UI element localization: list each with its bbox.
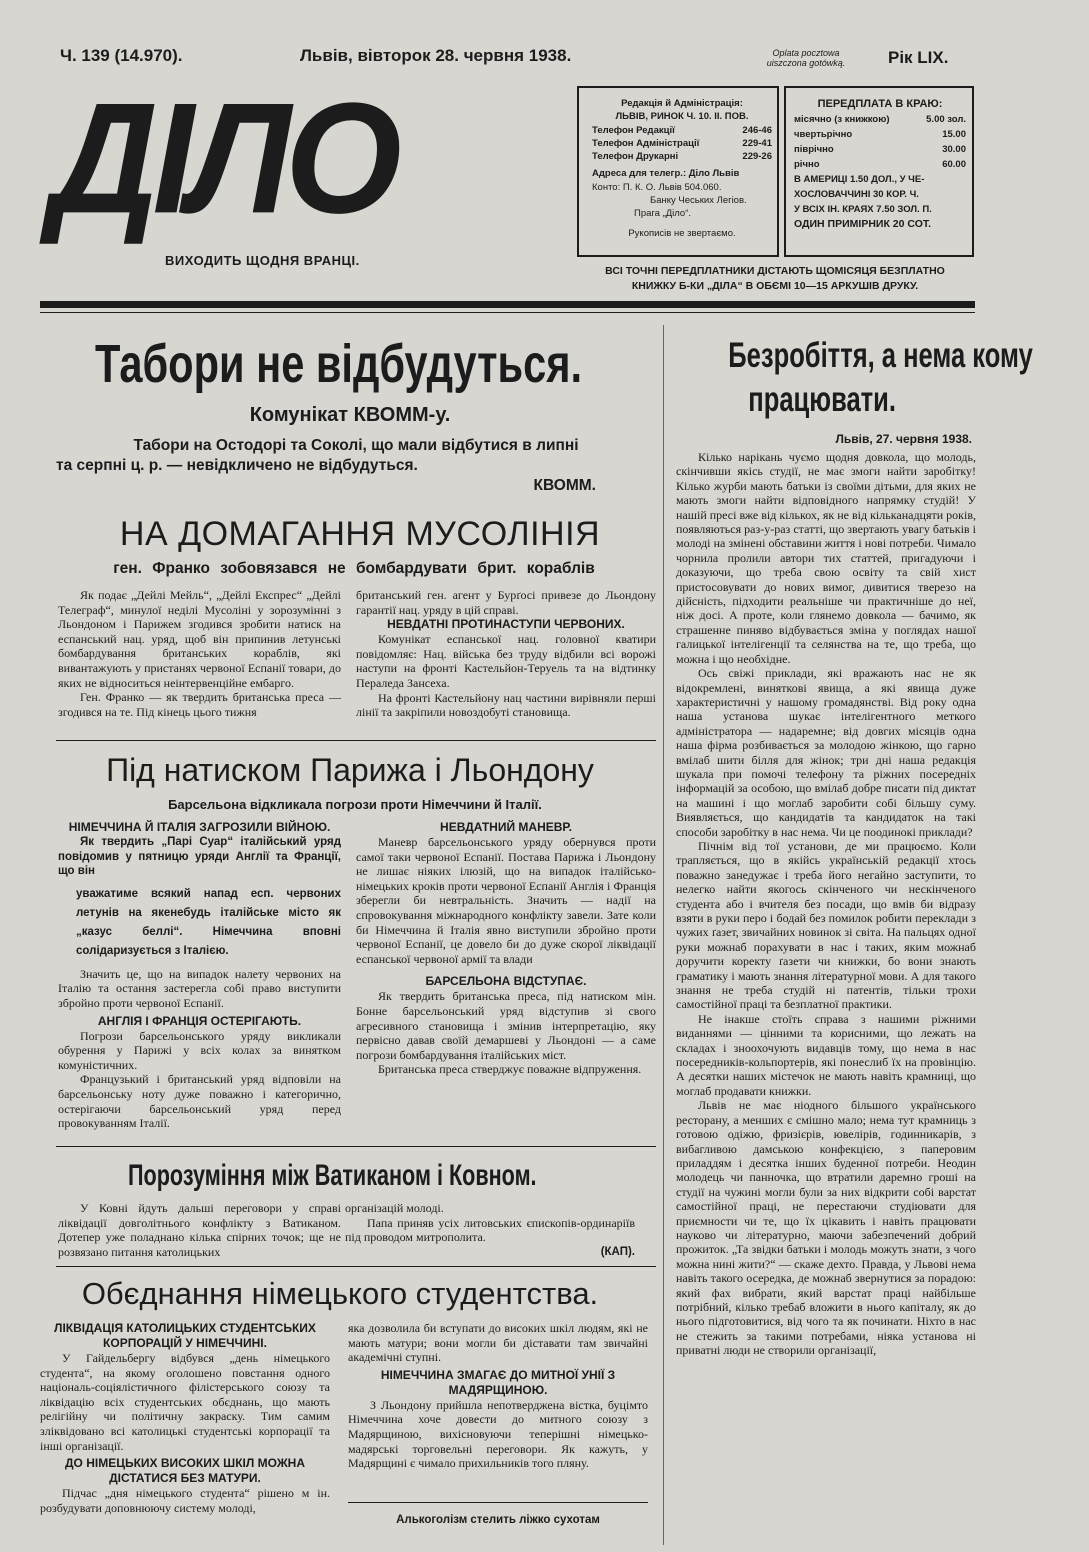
article-paragraph: У Гайдельбергу відбувся „день німецького студента“, на якому оголошено повстання одного національ-соціялістичного філістерського союзу та ліквідацію всіх студентських обєднань, що мають релігійну чи політичну закраску. Тим самим зліквідовано всі католицькі студентські корпорації та інші організації. (40, 1351, 330, 1453)
article-subhead: АНГЛІЯ І ФРАНЦІЯ ОСТЕРІГАЮТЬ. (97, 1013, 302, 1028)
article-paragraph: З Льондону прийшла непотверджена вістка, буцімто Німеччина хоче довести до митного союзу з Мадярщиною, вихісновуючи теперішні німецько-мадярські торговельні переговори. Як кажуть, у Мадярщині є чимало прихильників того пляну. (348, 1397, 648, 1471)
masthead-rule (40, 301, 975, 308)
paris-left-column (58, 820, 341, 1131)
section-rule (56, 1146, 656, 1147)
rate-price: 15.00 (942, 129, 966, 140)
article-subhead: ДО НІМЕЦЬКИХ ВИСОКИХ ШКІЛ МОЖНА ДІСТАТИСЯ БЕЗ МАТУРИ. (65, 1456, 305, 1486)
mussolini-right-column (356, 588, 656, 720)
article-source: (КАП). (600, 1245, 635, 1258)
phone-label: Телефон Друкарні (592, 151, 679, 163)
phone-number: 229-26 (742, 151, 772, 163)
article-paragraph: На фронті Кастельйону нац частини вирівняли перші лінії та закріпили новоздобуті становища. (356, 690, 656, 720)
phone-label: Телефон Редакції (592, 124, 675, 136)
article-subhead: ЛІКВІДАЦІЯ КАТОЛИЦЬКИХ СТУДЕНТСЬКИХ КОРПОРАЦІЙ У НІМЕЧЧИНІ. (54, 1321, 316, 1350)
article-paragraph: Французький і британський уряд відповіли на барсельонську ноту дуже поважно і категорично, остерігаючи барсельонський уряд перед провокуванням Італії. (58, 1072, 341, 1131)
editorial-title-text: працювати. (748, 380, 896, 419)
article-paragraph: Ось свіжі приклади, які вражають нас не як відокремлені, виняткові явища, а які явища дуже характеристичні у нашому громадянстві. Від року одна наша установа шукає інтелігентного меткого адміністратора — надаремне; від довгих місяців одна наша фірма розбивається за молодою жінкою, що гарно вмілаб шити білля для жінок; три дні наша редакція шукала при помочі телефону та ріжних посередніх інформацій за особою, що вмілаб добре писати під диктат на машині і що моглаб заробити собі більшу суму. Виявляється, що кандидатів та кандидаток на такі способи заробітку в нас нема. Чи це поодинокі приклади? (676, 666, 976, 839)
article-paragraph: Львів не має ніодного більшого українського ресторану, а менших є смішно мало; нема тут крамниць з готовою одіжю, фризієрів, ювелірів, годинникарів, з вибагливою дамською конфекцією, з паперовим приладдям і десятка інших буденної потреби. Неодин молодець чи панночка, що втратили даремно гроші на студії на чужині могли були за них відкрити собі варстат самостійної праці, не перестаючи студіювати для приємности чи те, що їх цікавить і навіть працювати науково чи літературно, маючи забезпечений добрий прожиток. „Та звідки батьки і молодь можуть знати, з чого можна нині жити?“ — скаже дехто. Правда, у Львові нема навіть такого осередка, де можнаб звернутися за порадою: який фах вибрати, який варстат праці найбільше потрібний, кілько требаб вложити в нього капіталу, як до нього підготовитися, від чого та як починати. Ніхто в нас не стежить за такими потребами, ніяка установа ні приватні люди не створили організації, (676, 1098, 976, 1358)
paris-right-column (356, 820, 656, 1077)
column-divider (663, 325, 664, 1545)
notice-line: ВСІ ТОЧНІ ПЕРЕДПЛАТНИКИ ДІСТАЮТЬ ЩОМІСЯЦЯ БЕЗПЛАТНО (605, 265, 945, 277)
editorial-dateline: Львів, 27. червня 1938. (835, 432, 972, 446)
vatican-right-column (345, 1201, 635, 1259)
postage-line: Oplata pocztowa (772, 48, 840, 58)
telegram-address: Адреса для телегр.: Діло Львів (592, 168, 740, 180)
editorial-column (676, 450, 976, 1358)
article-quote: уважатиме всякий напад есп. червоних летунів на якенебудь італійське місто як „казус беллі“. Німеччина вповні солідаризується з Італією. (76, 887, 341, 957)
rate-row (794, 157, 966, 172)
article-paragraph: Як твердить „Парі Суар“ італійський уряд повідомив у пятницю уряди Англії та Франції, що він (58, 836, 341, 878)
office-info (592, 97, 772, 240)
article-paragraph: Як подає „Дейлі Мейль“, „Дейлі Експрес“ „Дейлі Телеграф“, минулої неділі Мусоліні у зорозумінні з Льондоном і Парижем згодився зробити натиск на еспанський нац. уряд, щоб він припинив летунські бомбардування британських кораблів, які вивантажують у пристанях червоної Еспанії товари, до яких не відноситься неінтервенційне ембарго. (58, 588, 341, 690)
camps-signature: КВОММ. (533, 477, 596, 494)
issue-number: Ч. 139 (14.970). (60, 46, 183, 65)
rate-price: 60.00 (942, 159, 966, 170)
students-left-column (40, 1321, 330, 1515)
article-paragraph: Британська преса стверджує поважне відпруження. (378, 1062, 642, 1077)
paris-title: Під натиском Парижа і Льондону (106, 752, 594, 788)
subscription-info (794, 97, 966, 232)
phone-number: 229-41 (742, 137, 772, 149)
article-paragraph: Папа приняв усіх литовських єпископів-ординаріїв під проводом митрополита. (345, 1215, 635, 1245)
bank-line: Прага „Діло“. (634, 208, 692, 220)
bank-line: Банку Чеських Легіов. (650, 195, 747, 207)
phone-row (592, 150, 772, 163)
camps-title (95, 332, 615, 396)
article-paragraph: британський ген. агент у Бурґосі привезе до Льондону гарантії нац. уряду в цій справі. (356, 588, 656, 617)
subscription-heading: ПЕРЕДПЛАТА В КРАЮ: (817, 98, 943, 110)
bank-line: Конто: П. К. О. Львів 504.060. (592, 181, 722, 193)
postage-note (756, 48, 856, 68)
masthead-rule-thin (40, 312, 975, 313)
camps-title-text: Табори не відбудуться. (95, 334, 583, 394)
mussolini-subtitle: ген. Франко зобовязався не бомбардувати брит. кораблів (113, 560, 595, 577)
phone-row (592, 137, 772, 150)
year-label: Рік LIX. (888, 48, 949, 67)
article-paragraph: організацій молоді. (345, 1201, 444, 1215)
section-rule (56, 740, 656, 741)
article-paragraph: Комунікат еспанської нац. головної кватири повідомляє: Нац. війська без труду відбили всі ворожі наступи на фронті Кастельйон-Теруель та на відтинку Пераледа Зансеха. (356, 632, 656, 690)
vatican-title-text: Порозуміння між Ватиканом і Ковном. (128, 1159, 537, 1192)
students-right-column (348, 1321, 648, 1471)
rate-label: річно (794, 159, 820, 170)
mussolini-title: НА ДОМАГАННЯ МУСОЛІНІЯ (119, 515, 601, 553)
camps-subtitle: Комунікат КВОММ-у. (249, 404, 451, 426)
phone-label: Телефон Адміністрації (592, 137, 700, 149)
students-title: Обєднання німецького студентства. (81, 1276, 599, 1311)
article-subhead: НІМЕЧЧИНА ЗМАГАЄ ДО МИТНОЇ УНІЇ З МАДЯРЩИНОЮ. (380, 1367, 616, 1397)
article-paragraph: яка дозволила би вступати до високих шкіл людям, які не мають матури; вони могли би діставати там звичайні академічні ступні. (348, 1321, 648, 1365)
article-paragraph: Підчас „дня німецького студента“ рішено м ін. розбудувати доповнюючу систему молоді, (40, 1486, 330, 1515)
camps-text (56, 436, 656, 496)
article-paragraph: Пічнім від тої установи, де ми працюємо. Коли трапляється, що в якійсь українській редакції хтось поважно занедужає і треба його негайно заступити, то нелегко найти якогось скінченого чи нескінченого студента або і вчителя без посади, що вмів би відразу взяти в руки перо і бодай без помилок робити переклади з чужих ґазет, звичайних новинок зі світа. На пальцях одної руки можнаб порахувати в нас і таких, яким можнаб доручити коректу ґазети чи книжки, бо вони знають граматику і мають знання літературної мови. А для такого знання не треба студій ні патентів, тільки трохи самостійної праці та безплатної практики. (676, 838, 976, 1012)
article-subhead: БАРСЕЛЬОНА ВІДСТУПАЄ. (425, 974, 587, 989)
rate-row (794, 142, 966, 157)
rate-row (794, 112, 966, 127)
article-paragraph: Ген. Франко — як твердить британська преса — згодився на те. Під кінець цього тижня (58, 690, 341, 719)
editorial-title-text: Безробіття, а нема кому (728, 336, 1033, 375)
rate-label: піврічно (794, 144, 834, 155)
rate-row (794, 127, 966, 142)
postage-line: uiszczona gotówką. (766, 58, 846, 68)
paris-subtitle: Барсельона відкликала погрози проти Німеччини й Італії. (168, 797, 542, 812)
article-subhead: НІМЕЧЧИНА Й ІТАЛІЯ ЗАГРОЗИЛИ ВІЙНОЮ. (68, 820, 331, 834)
vatican-title (128, 1154, 608, 1198)
subscriber-notice (575, 264, 975, 294)
editorial-title (672, 334, 1033, 422)
article-paragraph: Значить це, що на випадок налету червоних на Італію та остання застерегла собі право виступити збройно проти червоної Еспанії. (58, 966, 341, 1010)
camps-line: Табори на Остодорі та Соколі, що мали відбутися в липні (133, 437, 579, 454)
abroad-rate: В АМЕРИЦІ 1.50 ДОЛ., У ЧЕ- (794, 174, 925, 185)
place-date: Львів, вівторок 28. червня 1938. (300, 46, 572, 65)
phone-number: 246-46 (742, 124, 772, 136)
article-subhead: НЕВДАТНІ ПРОТИНАСТУПИ ЧЕРВОНИХ. (387, 617, 625, 632)
rate-label: місячно (з книжкою) (794, 114, 890, 125)
abroad-rate: У ВСІХ ІН. КРАЯХ 7.50 ЗОЛ. П. (794, 204, 932, 215)
article-paragraph: У Ковні йдуть дальші переговори у справі ліквідації довголітнього конфлікту з Ватиканом. Дотепер уже поладнано кілька спірних точок; ще не розвязано питання католицьких (58, 1201, 341, 1259)
editorial-title-line (672, 378, 972, 422)
office-address: ЛЬВІВ, РИНОК Ч. 10. II. ПОВ. (615, 111, 749, 123)
rate-label: чвертьрічно (794, 129, 853, 140)
article-paragraph: Не інакше стоїть справа з нашими ріжними виданнями — цінними та корисними, що лежать на складах і зноохочують видавців тому, що нема в нас посередників-кольпортерів, які понеслиб їх на провінцію. А десятки наших містечок не мають навіть крамниці, що моглаб продавати книжки. (676, 1011, 976, 1098)
section-rule (56, 1266, 656, 1267)
section-rule (348, 1502, 648, 1503)
notice-line: КНИЖКУ Б-КИ „ДІЛА“ В ОБЄМІ 10—15 АРКУШІВ ДРУКУ. (631, 280, 919, 292)
article-paragraph: Погрози барсельонського уряду викликали обурення у Парижі у всіх колах за винятком комуністичних. (58, 1028, 341, 1072)
manuscripts-note: Рукописів не звертаємо. (628, 227, 736, 239)
article-paragraph: Кілько нарікань чуємо щодня довкола, що молодь, скінчивши якісь студії, не має змоги найти заробітку! Кілько журби мають батьки із своїми дітьми, для яких не мають змоги найти відповідного напрямку студій! У нашій пресі вже від кількох, як не від кільканадцяти років, появляються раз-у-раз статті, що звертають увагу батьків і молоді на змінені обставини життя і нові потреби. Чимало чорнила пролили автори тих статтей, пригадуючи і доказуючи, що треба свою освіту та свій хист пристосовувати до нових вимог, дивитися тверезо на дійсність, підходити реальніше чи практичніше до неї, ніж досі. А проте, коли глянемо довкола — бачимо, як страшенне пиняво відбувається зміна у поглядах нашої галицької інтелігенції та селянства на те, що треба, що можна і що необхідне. (676, 450, 976, 666)
rate-price: 30.00 (942, 144, 966, 155)
newspaper-title: ДІЛО (50, 69, 396, 246)
article-paragraph: Маневр барсельонського уряду обернувся проти самої таки червоної Еспанії. Постава Парижа і Льондону не лишає ніяких ілюзій, що на випадок італійсько-німецьких кроків проти червоної Еспанії Англія і Франція зберегли би невтральність. Значить — надії на спровокування міжнародного конфлікту завели. Зате коли би Німеччина й Італія явно виступили збройно проти червоної Еспанії, це довело би до дуже скорої ліквідації еспанської червоної армії та влади (356, 835, 656, 966)
tagline: ВИХОДИТЬ ЩОДНЯ ВРАНЦІ. (165, 253, 360, 268)
phone-row (592, 124, 772, 137)
article-subhead: НЕВДАТНИЙ МАНЕВР. (440, 820, 572, 834)
vatican-left-column (58, 1201, 341, 1259)
mussolini-left-column (58, 588, 341, 719)
alcoholism-headline: Алькоголізм стелить ліжко сухотам (396, 1514, 600, 1526)
editorial-title-line (672, 334, 1033, 378)
camps-line: та серпні ц. р. — невідкличено не відбудуться. (56, 457, 418, 474)
single-copy-price: ОДИН ПРИМІРНИК 20 СОТ. (794, 218, 932, 230)
office-heading: Редакція й Адміністрація: (621, 98, 743, 109)
abroad-rate: ХОСЛОВАЧЧИНІ 30 КОР. Ч. (794, 189, 919, 200)
article-paragraph: Як твердить британська преса, під натиском мін. Бонне барсельонський уряд відступив зі свого агресивного становища і змінив інтерпретацію, яку первісно давав своїй демаршеві у Льондоні — а саме погрози бомбардування італійських міст. (356, 989, 656, 1062)
rate-price: 5.00 зол. (926, 114, 966, 125)
